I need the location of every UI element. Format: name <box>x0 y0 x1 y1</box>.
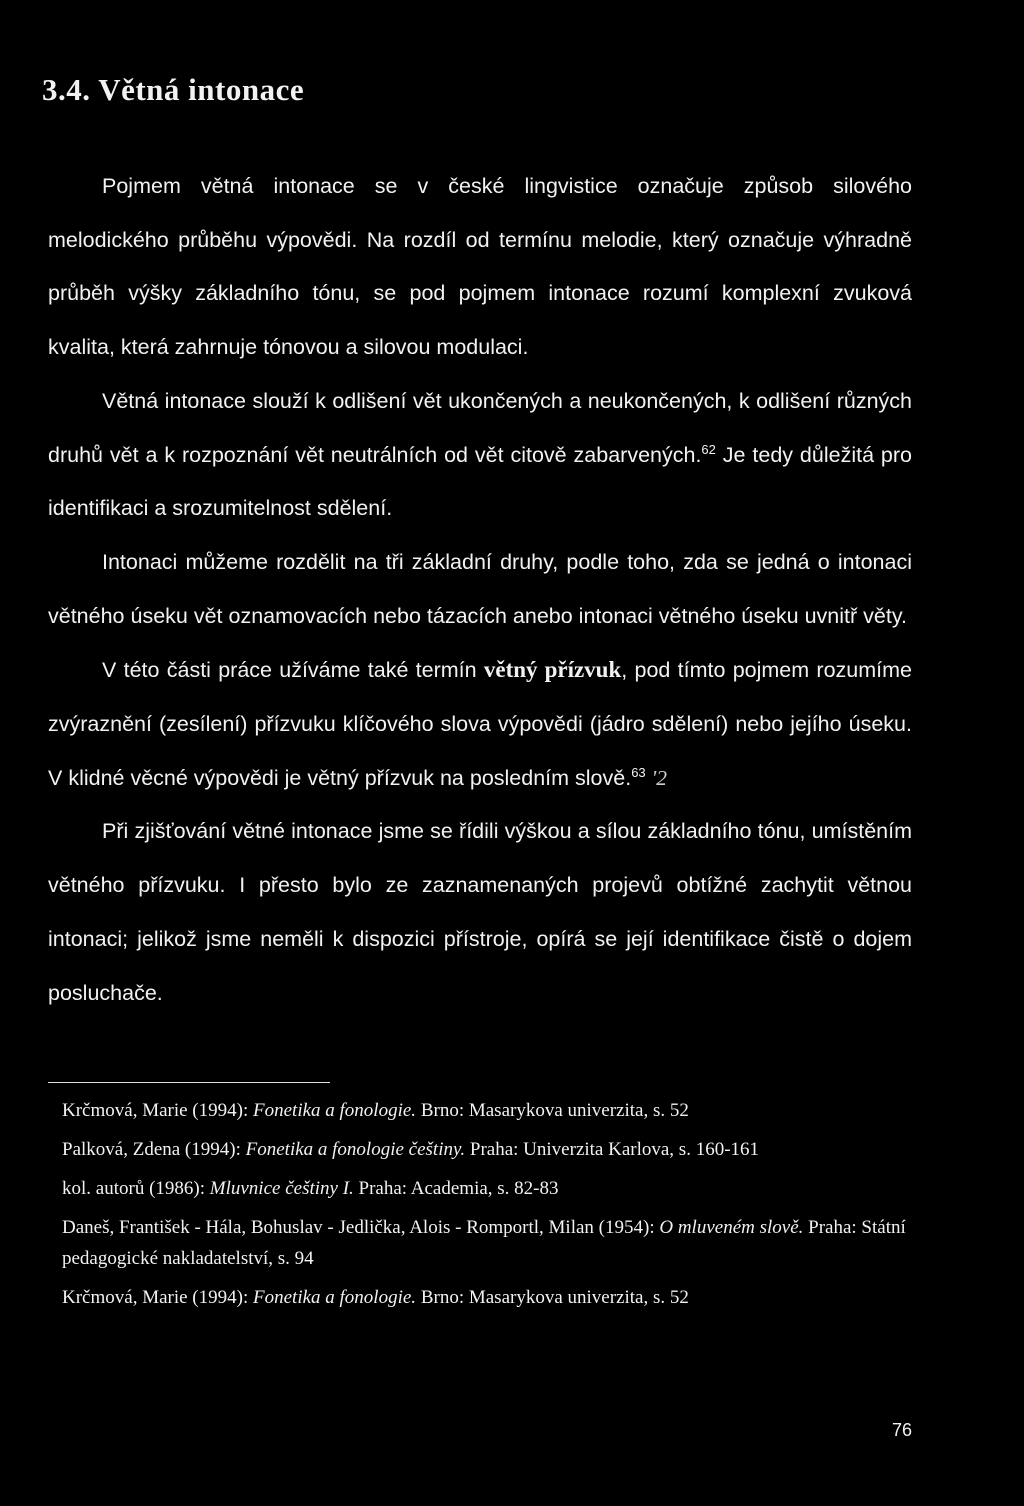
page-number: 76 <box>891 1420 912 1440</box>
footnote-63-text: Palková, Zdena (1994): <box>62 1139 246 1160</box>
footnote-64-publisher: Praha: Academia, s. 82-83 <box>353 1178 559 1199</box>
section-heading: 3.4. Větná intonace <box>42 72 305 107</box>
footnote-64-text: kol. autorů (1986): <box>62 1178 210 1199</box>
footnotes <box>62 1095 912 1313</box>
paragraph-3: Intonaci můžeme rozdělit na tři základní druhy, podle toho, zda se jedná o intonaci větného úseku vět oznamovacích nebo tázacích anebo intonaci větného úseku uvnitř věty. <box>48 549 912 628</box>
footnote-divider <box>48 1082 330 1083</box>
paragraph-4 <box>48 643 912 805</box>
paragraph-1: Pojmem větná intonace se v české lingvistice označuje způsob silového melodického průběhu výpovědi. Na rozdíl od termínu melodie, který označuje výhradně průběh výšky základního tónu, se pod pojmem intonace rozumí komplexní zvuková kvalita, která zahrnuje tónovou a silovou modulaci. <box>48 174 912 360</box>
footnote-62-title: Fonetika a fonologie. <box>253 1100 417 1121</box>
paragraph-4-text-middle: , pod tímto pojmem rozumíme zvýraznění (zesílení) přízvuku klíčového slova výpovědi (jádro sdělení) nebo jejího úseku. V klidné věcné výpovědi je větný přízvuk na posledním slově. <box>48 658 913 790</box>
paragraph-4-text: V této části práce užíváme také termín <box>102 658 484 683</box>
footnote-ref-62: 62 <box>701 441 716 457</box>
footnote-ref-63: 63 <box>631 764 646 780</box>
handwritten-mark: '2 <box>651 765 668 790</box>
footnote-66 <box>62 1282 912 1313</box>
body-text <box>48 160 912 1020</box>
footnote-63 <box>62 1134 912 1165</box>
footnote-66-text: Krčmová, Marie (1994): <box>62 1287 253 1308</box>
footnote-63-publisher: Praha: Univerzita Karlova, s. 160-161 <box>465 1139 760 1160</box>
footnote-65-publisher: Praha: Státní pedagogické nakladatelství, s. 94 <box>62 1217 906 1269</box>
paragraph-2 <box>48 375 912 536</box>
paragraph-2-text: Větná intonace slouží k odlišení vět ukončených a neukončených, k odlišení různých druhů vět a k rozpoznání vět neutrálních od vět citově zabarvených. <box>48 388 912 467</box>
footnote-65-text: Daneš, František - Hála, Bohuslav - Jedlička, Alois - Romportl, Milan (1954): <box>62 1217 660 1238</box>
footnote-62 <box>62 1095 912 1126</box>
footnote-62-text: Krčmová, Marie (1994): <box>62 1100 253 1121</box>
paragraph-2-text-end: Je tedy důležitá pro identifikaci a srozumitelnost sdělení. <box>48 442 913 521</box>
term-sentence-stress: větný přízvuk <box>483 657 622 683</box>
footnote-64-title: Mluvnice češtiny I. <box>209 1178 354 1199</box>
footnote-64 <box>62 1173 912 1204</box>
footnote-62-publisher: Brno: Masarykova univerzita, s. 52 <box>416 1100 689 1121</box>
footnote-65 <box>62 1212 912 1274</box>
footnote-66-title: Fonetika a fonologie. <box>253 1287 417 1308</box>
footnote-63-title: Fonetika a fonologie češtiny. <box>245 1139 466 1160</box>
paragraph-5: Při zjišťování větné intonace jsme se řídili výškou a sílou základního tónu, umístěním větného přízvuku. I přesto bylo ze zaznamenaných projevů obtížné zachytit větnou intonaci; jelikož jsme neměli k dispozici přístroje, opírá se její identifikace čistě o dojem posluchače. <box>48 819 912 1005</box>
footnote-66-publisher: Brno: Masarykova univerzita, s. 52 <box>416 1287 689 1308</box>
footnote-65-title: O mluveném slově. <box>659 1217 804 1238</box>
